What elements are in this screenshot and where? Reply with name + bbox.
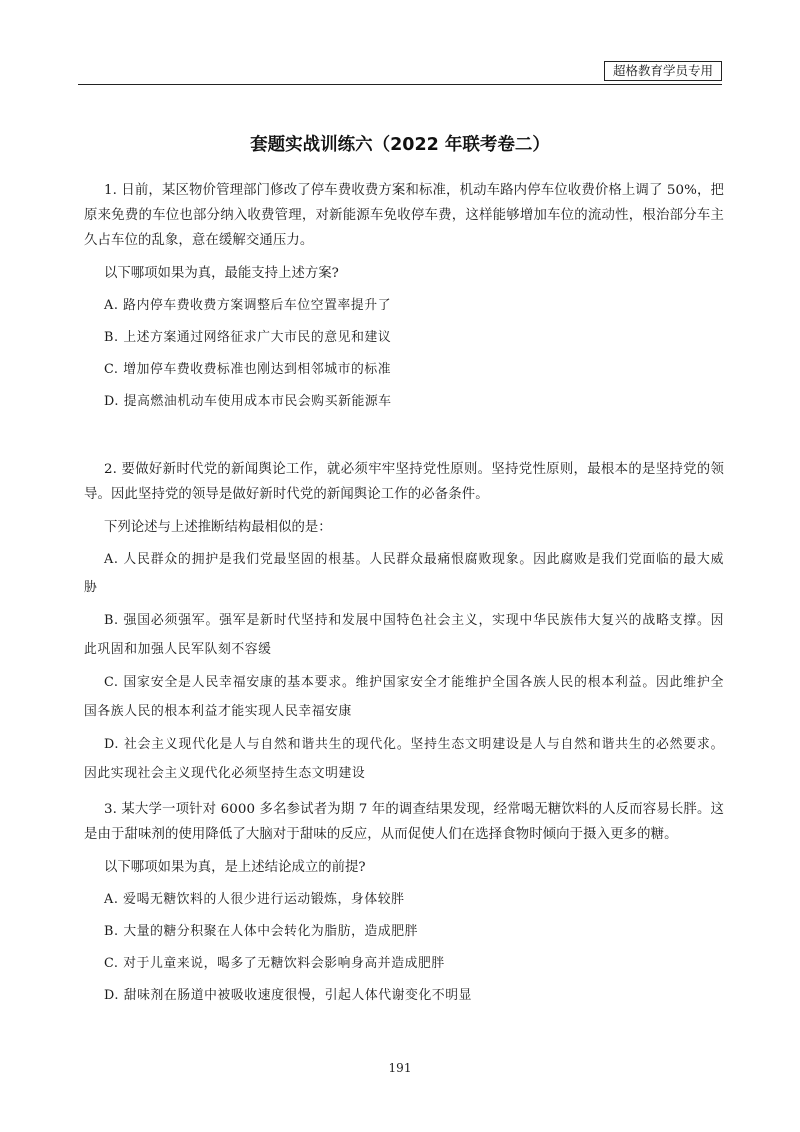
question-1-option-a: A. 路内停车费收费方案调整后车位空置率提升了 xyxy=(104,298,392,313)
header-badge: 超格教育学员专用 xyxy=(604,61,722,81)
question-3-option-d: D. 甜味剂在肠道中被吸收速度很慢，引起人体代谢变化不明显 xyxy=(104,988,473,1003)
question-1-option-c: C. 增加停车费收费标准也刚达到相邻城市的标准 xyxy=(104,362,392,377)
question-3 xyxy=(84,797,724,1014)
page-title: 套题实战训练六（2022 年联考卷二） xyxy=(250,135,550,155)
question-2-option-d: D. 社会主义现代化是人与自然和谐共生的现代化。坚持生态文明建设是人与自然和谐共生的必然要求。因此实现社会主义现代化必须坚持生态文明建设 xyxy=(84,737,724,781)
question-2-option-a: A. 人民群众的拥护是我们党最坚固的根基。人民群众最痛恨腐败现象。因此腐败是我们党面临的最大威胁 xyxy=(84,552,724,595)
question-1-prompt: 以下哪项如果为真，最能支持上述方案? xyxy=(104,266,339,281)
question-2-stem: 2. 要做好新时代党的新闻舆论工作，就必须牢牢坚持党性原则。坚持党性原则，最根本的是坚持党的领导。因此坚持党的领导是做好新时代党的新闻舆论工作的必备条件。 xyxy=(84,462,724,502)
question-3-prompt: 以下哪项如果为真，是上述结论成立的前提? xyxy=(104,860,366,875)
question-1-stem: 1. 日前，某区物价管理部门修改了停车费收费方案和标准，机动车路内停车位收费价格上调了 50%，把原来免费的车位也部分纳入收费管理，对新能源车免收停车费，这样能够增加车位的流动性，根治部分车主久占车位的乱象，意在缓解交通压力。 xyxy=(84,183,724,248)
question-2 xyxy=(84,457,724,792)
question-1 xyxy=(84,178,724,420)
question-1-option-b: B. 上述方案通过网络征求广大市民的意见和建议 xyxy=(104,330,392,345)
question-2-option-b: B. 强国必须强军。强军是新时代坚持和发展中国特色社会主义，实现中华民族伟大复兴的战略支撑。因此巩固和加强人民军队刻不容缓 xyxy=(84,613,724,657)
header-rule xyxy=(78,84,722,85)
question-2-option-c: C. 国家安全是人民幸福安康的基本要求。维护国家安全才能维护全国各族人民的根本利益。因此维护全国各族人民的根本利益才能实现人民幸福安康 xyxy=(84,675,724,719)
question-3-option-c: C. 对于儿童来说，喝多了无糖饮料会影响身高并造成肥胖 xyxy=(104,956,445,971)
question-3-option-b: B. 大量的糖分积聚在人体中会转化为脂肪，造成肥胖 xyxy=(104,924,419,939)
question-3-stem: 3. 某大学一项针对 6000 多名参试者为期 7 年的调查结果发现，经常喝无糖饮料的人反而容易长胖。这是由于甜味剂的使用降低了大脑对于甜味的反应，从而促使人们在选择食物时倾向于摄入更多的糖。 xyxy=(84,802,724,842)
question-2-prompt: 下列论述与上述推断结构最相似的是： xyxy=(104,520,332,535)
question-1-option-d: D. 提高燃油机动车使用成本市民会购买新能源车 xyxy=(104,394,392,409)
question-3-option-a: A. 爱喝无糖饮料的人很少进行运动锻炼，身体较胖 xyxy=(104,892,405,907)
page-number: 191 xyxy=(388,1061,412,1075)
